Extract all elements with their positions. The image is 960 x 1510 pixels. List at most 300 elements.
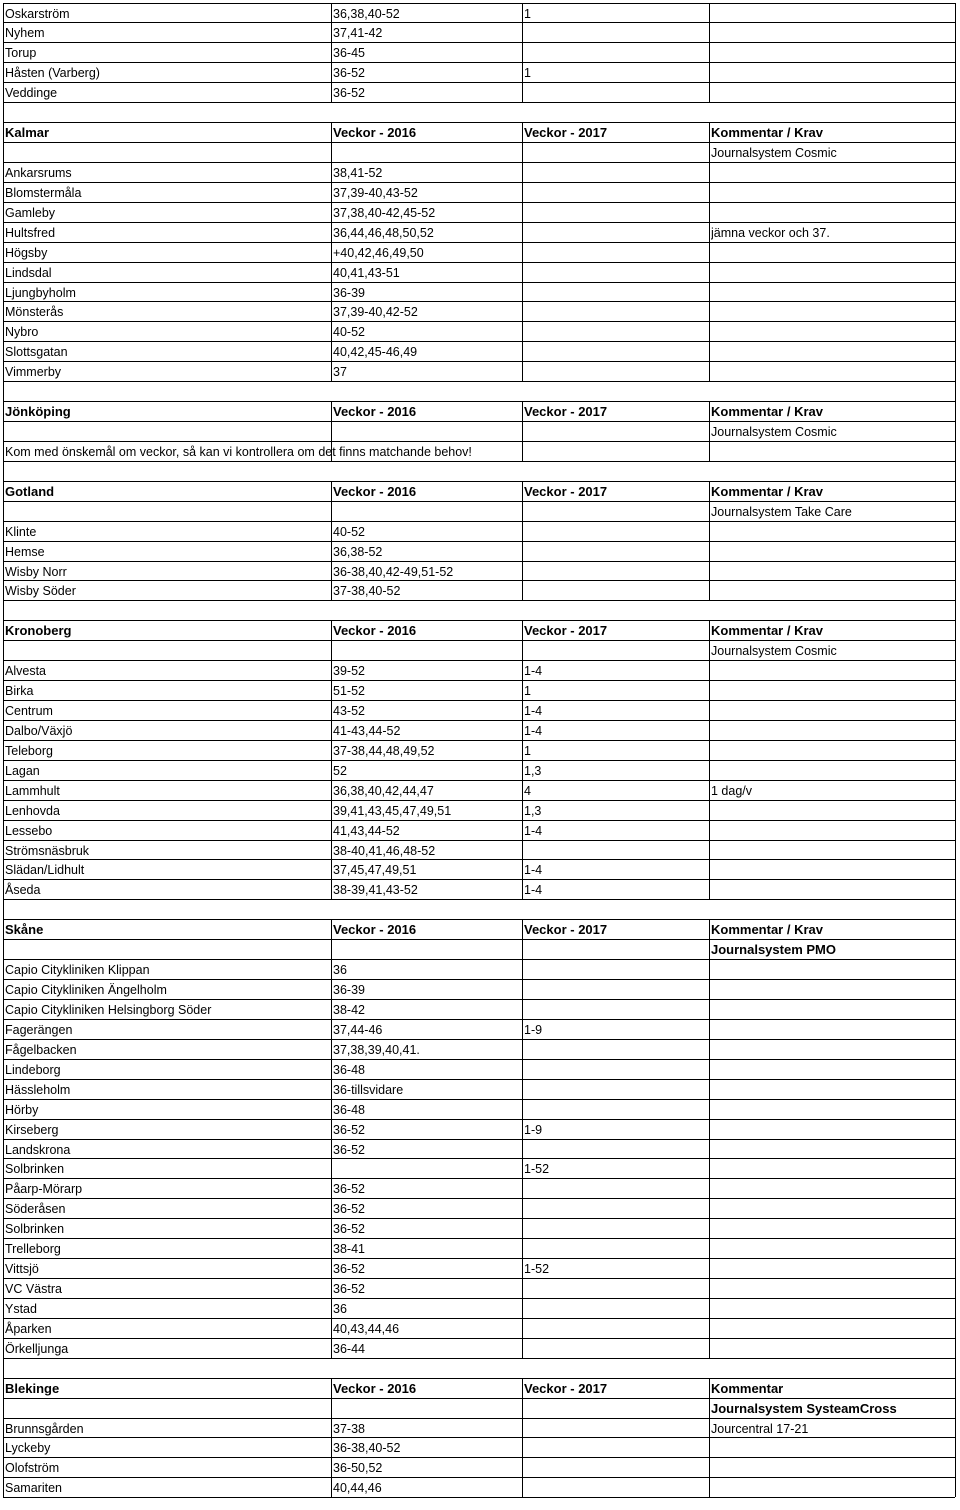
site-name[interactable]: Håsten (Varberg) — [5, 66, 100, 81]
weeks-2016[interactable]: 36,38,40-52 — [333, 6, 400, 21]
weeks-2016[interactable]: 38-39,41,43-52 — [333, 883, 418, 898]
column-header-2017[interactable]: Veckor - 2017 — [524, 623, 608, 639]
table-row — [0, 800, 960, 820]
grid-line — [3, 959, 955, 960]
weeks-2016[interactable]: 37,45,47,49,51 — [333, 863, 417, 878]
table-row — [0, 760, 960, 780]
weeks-2016[interactable]: 37-38,44,48,49,52 — [333, 743, 435, 758]
grid-line — [3, 1079, 955, 1080]
site-name[interactable]: Lindsdal — [5, 265, 52, 280]
journal-row — [0, 142, 960, 162]
grid-line — [3, 182, 955, 183]
site-name[interactable]: Hultsfred — [5, 225, 56, 240]
weeks-2016[interactable]: 36 — [333, 963, 347, 978]
site-name[interactable]: Wisby Söder — [5, 584, 76, 599]
journal-row — [0, 1398, 960, 1418]
grid-line — [3, 979, 955, 980]
weeks-2017[interactable]: 1-4 — [524, 863, 543, 878]
site-name[interactable]: Samariten — [5, 1481, 62, 1496]
grid-line — [3, 102, 955, 103]
site-name[interactable]: Ljungbyholm — [5, 285, 76, 300]
grid-line — [331, 122, 332, 381]
weeks-2016[interactable]: 40-52 — [333, 325, 365, 340]
site-name[interactable]: Kirseberg — [5, 1122, 59, 1137]
table-row — [0, 1119, 960, 1139]
site-name[interactable]: Lagan — [5, 763, 40, 778]
site-name[interactable]: Åseda — [5, 883, 41, 898]
weeks-2016[interactable]: 40,43,44,46 — [333, 1321, 400, 1336]
table-row — [0, 182, 960, 202]
weeks-2016[interactable]: 36-52 — [333, 1122, 365, 1137]
weeks-2016[interactable]: 38-42 — [333, 1003, 365, 1017]
table-row — [0, 162, 960, 182]
grid-line — [3, 660, 955, 661]
grid-line — [331, 401, 332, 461]
grid-line — [3, 481, 4, 601]
grid-line — [3, 82, 955, 83]
grid-line — [3, 1019, 955, 1020]
table-row — [0, 999, 960, 1019]
grid-line — [3, 580, 955, 581]
site-name[interactable]: Teleborg — [5, 743, 53, 758]
grid-line — [3, 401, 955, 402]
weeks-2016[interactable]: 36-52 — [333, 1282, 365, 1297]
site-name[interactable]: Olofström — [5, 1461, 60, 1476]
grid-line — [3, 700, 955, 701]
grid-line — [522, 401, 523, 461]
site-name[interactable]: Brunnsgården — [5, 1421, 84, 1436]
grid-line — [3, 1358, 4, 1378]
weeks-2016[interactable]: 38-41 — [333, 1242, 365, 1257]
weeks-2017[interactable]: 1-4 — [524, 704, 543, 719]
table-row — [0, 1477, 960, 1497]
site-name[interactable]: Nybro — [5, 325, 39, 340]
table-row — [0, 820, 960, 840]
site-name[interactable]: Högsby — [5, 245, 48, 260]
table-row — [0, 859, 960, 879]
table-row — [0, 1457, 960, 1477]
site-name[interactable]: Vittsjö — [5, 1262, 39, 1277]
weeks-2016[interactable]: 40,44,46 — [333, 1481, 382, 1496]
journal-system[interactable]: Journalsystem SysteamCross — [711, 1400, 897, 1416]
grid-line — [3, 1398, 955, 1399]
table-row — [0, 1039, 960, 1059]
table-row — [0, 541, 960, 561]
grid-line — [3, 262, 955, 263]
weeks-2016[interactable]: 39,41,43,45,47,49,51 — [333, 803, 452, 818]
table-row — [0, 1298, 960, 1318]
site-name[interactable]: Åparken — [5, 1321, 52, 1336]
grid-line — [3, 62, 955, 63]
region-title[interactable]: Gotland — [5, 483, 55, 499]
table-row — [0, 1158, 960, 1178]
grid-line — [3, 1338, 955, 1339]
site-name[interactable]: Hässleholm — [5, 1082, 71, 1097]
grid-line — [709, 620, 710, 899]
grid-line — [3, 3, 4, 103]
grid-line — [3, 1238, 955, 1239]
column-header-2016[interactable]: Veckor - 2016 — [333, 922, 417, 938]
section-header-kalmar — [0, 122, 960, 142]
weeks-2016[interactable]: 37,41-42 — [333, 26, 383, 41]
weeks-2017[interactable]: 1 — [524, 684, 531, 699]
site-name[interactable]: Solbrinken — [5, 1222, 65, 1237]
site-name[interactable]: Söderåsen — [5, 1202, 66, 1217]
grid-line — [331, 1378, 332, 1498]
weeks-2016[interactable]: 36-52 — [333, 1222, 365, 1237]
weeks-2016[interactable]: 36-38,40,42-49,51-52 — [333, 564, 454, 579]
grid-line — [3, 1039, 955, 1040]
weeks-2017[interactable]: 1 — [524, 66, 531, 81]
table-row — [0, 700, 960, 720]
site-name[interactable]: Birka — [5, 684, 34, 699]
column-header-2016[interactable]: Veckor - 2016 — [333, 1380, 417, 1396]
weeks-2016[interactable]: 36-44 — [333, 1341, 365, 1356]
grid-line — [3, 640, 955, 641]
site-name[interactable]: Torup — [5, 46, 37, 61]
table-row — [0, 720, 960, 740]
site-name[interactable]: Oskarström — [5, 6, 70, 21]
site-name[interactable]: Trelleborg — [5, 1242, 61, 1257]
journal-system[interactable]: Journalsystem Cosmic — [711, 425, 837, 440]
weeks-2016[interactable]: 40,41,43-51 — [333, 265, 400, 280]
grid-line — [3, 919, 955, 920]
grid-line — [3, 22, 955, 23]
site-name[interactable]: Nyhem — [5, 26, 45, 41]
grid-line — [331, 620, 332, 899]
grid-line — [3, 740, 955, 741]
table-row — [0, 521, 960, 541]
table-row — [0, 361, 960, 381]
site-name[interactable]: Ankarsrums — [5, 165, 72, 180]
weeks-2017[interactable]: 1-52 — [524, 1262, 550, 1277]
grid-line — [3, 122, 955, 123]
grid-line — [3, 42, 955, 43]
grid-line — [3, 999, 955, 1000]
grid-line — [955, 401, 956, 461]
weeks-2016[interactable]: 41-43,44-52 — [333, 723, 401, 738]
grid-line — [3, 1378, 955, 1379]
grid-line — [3, 899, 955, 900]
comment[interactable]: 1 dag/v — [711, 783, 753, 798]
region-title[interactable]: Kronoberg — [5, 623, 72, 639]
grid-line — [3, 1298, 955, 1299]
weeks-2017[interactable]: 1-4 — [524, 883, 543, 898]
site-name[interactable]: Lessebo — [5, 823, 53, 838]
weeks-2016[interactable]: 36-39 — [333, 983, 365, 998]
grid-line — [3, 1497, 955, 1498]
site-name[interactable]: Klinte — [5, 524, 37, 539]
column-header-2017[interactable]: Veckor - 2017 — [524, 483, 608, 499]
grid-line — [3, 620, 4, 899]
weeks-2016[interactable]: 36-45 — [333, 46, 365, 61]
weeks-2016[interactable]: 36-tillsvidare — [333, 1082, 404, 1097]
grid-line — [3, 1418, 955, 1419]
grid-line — [955, 620, 956, 899]
site-name[interactable]: Vimmerby — [5, 365, 62, 380]
table-row — [0, 1178, 960, 1198]
site-name[interactable]: Capio Citykliniken Helsingborg Söder — [5, 1003, 212, 1017]
region-title[interactable]: Blekinge — [5, 1380, 60, 1396]
site-name[interactable]: Veddinge — [5, 86, 58, 101]
weeks-2016[interactable]: 36-52 — [333, 86, 365, 101]
grid-line — [955, 481, 956, 601]
grid-line — [3, 600, 955, 601]
column-header-comment[interactable]: Kommentar / Krav — [711, 922, 823, 938]
table-row — [0, 1278, 960, 1298]
table-row — [0, 62, 960, 82]
weeks-2016[interactable]: 36,38-52 — [333, 544, 383, 559]
table-row — [0, 660, 960, 680]
journal-row — [0, 501, 960, 521]
weeks-2017[interactable]: 1-4 — [524, 664, 543, 679]
weeks-2016[interactable]: 37,38,39,40,41. — [333, 1042, 420, 1057]
grid-line — [331, 481, 332, 601]
column-header-2016[interactable]: Veckor - 2016 — [333, 483, 417, 499]
grid-line — [3, 1099, 955, 1100]
weeks-2017[interactable]: 1-9 — [524, 1122, 543, 1137]
grid-line — [955, 102, 956, 122]
site-name[interactable]: Centrum — [5, 704, 53, 719]
site-name[interactable]: Wisby Norr — [5, 564, 67, 579]
weeks-2016[interactable]: 36-38,40-52 — [333, 1441, 401, 1456]
weeks-2016[interactable]: 36-50,52 — [333, 1461, 383, 1476]
table-row — [0, 1019, 960, 1039]
region-title[interactable]: Jönköping — [5, 404, 71, 420]
weeks-2017[interactable]: 1-9 — [524, 1022, 543, 1037]
grid-line — [3, 301, 955, 302]
grid-line — [3, 441, 955, 442]
weeks-2016[interactable]: 37 — [333, 365, 347, 380]
site-name[interactable]: Capio Citykliniken Klippan — [5, 963, 150, 978]
weeks-2016[interactable]: 37,39-40,43-52 — [333, 185, 418, 200]
weeks-2016[interactable]: 43-52 — [333, 704, 365, 719]
weeks-2017[interactable]: 1-4 — [524, 823, 543, 838]
grid-line — [3, 1059, 955, 1060]
grid-line — [3, 282, 955, 283]
grid-line — [3, 620, 955, 621]
weeks-2016[interactable]: 36,38,40,42,44,47 — [333, 783, 434, 798]
grid-line — [955, 3, 956, 103]
region-title[interactable]: Skåne — [5, 922, 44, 938]
site-name[interactable]: Ystad — [5, 1301, 37, 1316]
weeks-2016[interactable]: 36-48 — [333, 1062, 365, 1077]
weeks-2016[interactable]: 39-52 — [333, 664, 365, 679]
region-title[interactable]: Kalmar — [5, 125, 50, 141]
journal-system[interactable]: Journalsystem Cosmic — [711, 644, 837, 659]
grid-line — [3, 341, 955, 342]
weeks-2016[interactable]: 37-38 — [333, 1421, 365, 1436]
grid-line — [3, 321, 955, 322]
grid-line — [3, 521, 955, 522]
column-header-2017[interactable]: Veckor - 2017 — [524, 1380, 608, 1396]
site-name[interactable]: Dalbo/Växjö — [5, 723, 73, 738]
weeks-2017[interactable]: 1 — [524, 743, 531, 758]
grid-line — [3, 1278, 955, 1279]
section-header-blekinge — [0, 1378, 960, 1398]
grid-line — [3, 760, 955, 761]
grid-line — [955, 461, 956, 481]
weeks-2016[interactable]: 36-52 — [333, 1182, 365, 1197]
site-name[interactable]: Lenhovda — [5, 803, 60, 818]
table-row — [0, 222, 960, 242]
section-header-skane — [0, 919, 960, 939]
table-row — [0, 1258, 960, 1278]
grid-line — [3, 680, 955, 681]
comment[interactable]: jämna veckor och 37. — [711, 225, 830, 240]
site-name[interactable]: VC Västra — [5, 1282, 62, 1297]
table-row — [0, 202, 960, 222]
weeks-2016[interactable]: 38,41-52 — [333, 165, 383, 180]
table-row — [0, 22, 960, 42]
table-row — [0, 580, 960, 600]
column-header-2016[interactable]: Veckor - 2016 — [333, 125, 417, 141]
weeks-2017[interactable]: 1,3 — [524, 803, 542, 818]
weeks-2017[interactable]: 1-4 — [524, 723, 543, 738]
site-name[interactable]: Landskrona — [5, 1142, 71, 1157]
site-name[interactable]: Lindeborg — [5, 1062, 61, 1077]
site-name[interactable]: Lammhult — [5, 783, 60, 798]
site-name[interactable]: Fågelbacken — [5, 1042, 77, 1057]
weeks-2016[interactable]: 36-52 — [333, 66, 365, 81]
grid-line — [3, 401, 4, 461]
grid-line — [3, 1139, 955, 1140]
weeks-2016[interactable]: 37,38,40-42,45-52 — [333, 205, 436, 220]
site-name[interactable]: Örkelljunga — [5, 1341, 69, 1356]
grid-line — [3, 780, 955, 781]
journal-system[interactable]: Journalsystem PMO — [711, 942, 836, 958]
weeks-2017[interactable]: 4 — [524, 783, 531, 798]
grid-line — [3, 1198, 955, 1199]
journal-system[interactable]: Journalsystem Cosmic — [711, 146, 837, 160]
weeks-2016[interactable]: 36,44,46,48,50,52 — [333, 225, 434, 240]
column-header-2017[interactable]: Veckor - 2017 — [524, 125, 608, 141]
grid-line — [3, 1378, 4, 1498]
table-row — [0, 959, 960, 979]
grid-line — [3, 899, 4, 919]
table-row — [0, 561, 960, 581]
table-row — [0, 282, 960, 302]
grid-line — [3, 122, 4, 381]
grid-line — [331, 3, 332, 103]
journal-system[interactable]: Journalsystem Take Care — [711, 504, 852, 519]
grid-line — [3, 1477, 955, 1478]
site-name[interactable]: Slädan/Lidhult — [5, 863, 85, 878]
column-header-2016[interactable]: Veckor - 2016 — [333, 404, 417, 420]
weeks-2016[interactable]: 41,43,44-52 — [333, 823, 400, 838]
weeks-2017[interactable]: 1 — [524, 6, 531, 21]
weeks-2016[interactable]: 37,44-46 — [333, 1022, 383, 1037]
site-name[interactable]: Capio Citykliniken Ängelholm — [5, 983, 167, 998]
weeks-2016[interactable]: 36-52 — [333, 1142, 365, 1157]
section-header-jonkoping — [0, 401, 960, 421]
grid-line — [709, 481, 710, 601]
grid-line — [3, 222, 955, 223]
grid-line — [3, 242, 955, 243]
grid-line — [3, 202, 955, 203]
weeks-2016[interactable]: 36-52 — [333, 1262, 365, 1277]
site-name[interactable]: Mönsterås — [5, 305, 64, 320]
column-header-2017[interactable]: Veckor - 2017 — [524, 404, 608, 420]
site-name[interactable]: Blomstermåla — [5, 185, 82, 200]
site-name[interactable]: Påarp-Mörarp — [5, 1182, 83, 1197]
site-name[interactable]: Hemse — [5, 544, 45, 559]
weeks-2016[interactable]: 38-40,41,46,48-52 — [333, 843, 436, 858]
weeks-2016[interactable]: 36-48 — [333, 1102, 365, 1117]
site-name[interactable]: Hörby — [5, 1102, 39, 1117]
site-name[interactable]: Slottsgatan — [5, 345, 68, 360]
site-name[interactable]: Strömsnäsbruk — [5, 843, 90, 858]
table-row — [0, 680, 960, 700]
grid-line — [522, 620, 523, 899]
table-row — [0, 1059, 960, 1079]
column-header-comment[interactable]: Kommentar / Krav — [711, 623, 823, 639]
column-header-2016[interactable]: Veckor - 2016 — [333, 623, 417, 639]
section-header-kronoberg — [0, 620, 960, 640]
table-row — [0, 740, 960, 760]
weeks-2016[interactable]: 36-39 — [333, 285, 365, 300]
grid-line — [3, 461, 955, 462]
column-header-comment[interactable]: Kommentar / Krav — [711, 483, 823, 499]
weeks-2016[interactable]: 40-52 — [333, 524, 365, 539]
weeks-2016[interactable]: 36 — [333, 1301, 347, 1316]
weeks-2016[interactable]: 36-52 — [333, 1202, 365, 1217]
site-name[interactable]: Alvesta — [5, 664, 46, 679]
column-header-2017[interactable]: Veckor - 2017 — [524, 922, 608, 938]
column-header-comment[interactable]: Kommentar / Krav — [711, 404, 823, 420]
comment[interactable]: Jourcentral 17-21 — [711, 1421, 809, 1436]
site-name[interactable]: Gamleby — [5, 205, 56, 220]
grid-line — [709, 122, 710, 381]
section-header-gotland — [0, 481, 960, 501]
table-row — [0, 780, 960, 800]
weeks-2016[interactable]: +40,42,46,49,50 — [333, 245, 424, 260]
grid-line — [3, 919, 4, 1357]
grid-line — [955, 1378, 956, 1498]
grid-line — [955, 1358, 956, 1378]
column-header-comment[interactable]: Kommentar — [711, 1380, 784, 1396]
weeks-2016[interactable]: 37-38,40-52 — [333, 584, 401, 599]
column-header-comment[interactable]: Kommentar / Krav — [711, 125, 823, 141]
note-text[interactable]: Kom med önskemål om veckor, så kan vi kontrollera om det finns matchande behov! — [5, 444, 472, 459]
table-row — [0, 1198, 960, 1218]
grid-line — [3, 421, 955, 422]
weeks-2016[interactable]: 40,42,45-46,49 — [333, 345, 418, 360]
grid-line — [3, 381, 4, 401]
grid-line — [522, 1378, 523, 1498]
weeks-2016[interactable]: 37,39-40,42-52 — [333, 305, 418, 320]
journal-row — [0, 640, 960, 660]
weeks-2016[interactable]: 52 — [333, 763, 347, 778]
table-row — [0, 1238, 960, 1258]
site-name[interactable]: Lyckeby — [5, 1441, 51, 1456]
table-row — [0, 1079, 960, 1099]
table-row — [0, 1218, 960, 1238]
grid-line — [3, 3, 955, 4]
weeks-2017[interactable]: 1,3 — [524, 763, 542, 778]
table-row — [0, 3, 960, 23]
table-row — [0, 979, 960, 999]
grid-line — [955, 600, 956, 620]
grid-line — [3, 1119, 955, 1120]
weeks-2017[interactable]: 1-52 — [524, 1162, 550, 1177]
site-name[interactable]: Fagerängen — [5, 1022, 73, 1037]
grid-line — [709, 401, 710, 461]
site-name[interactable]: Solbrinken — [5, 1162, 65, 1177]
table-row — [0, 341, 960, 361]
grid-line — [955, 899, 956, 919]
weeks-2016[interactable]: 51-52 — [333, 684, 365, 699]
